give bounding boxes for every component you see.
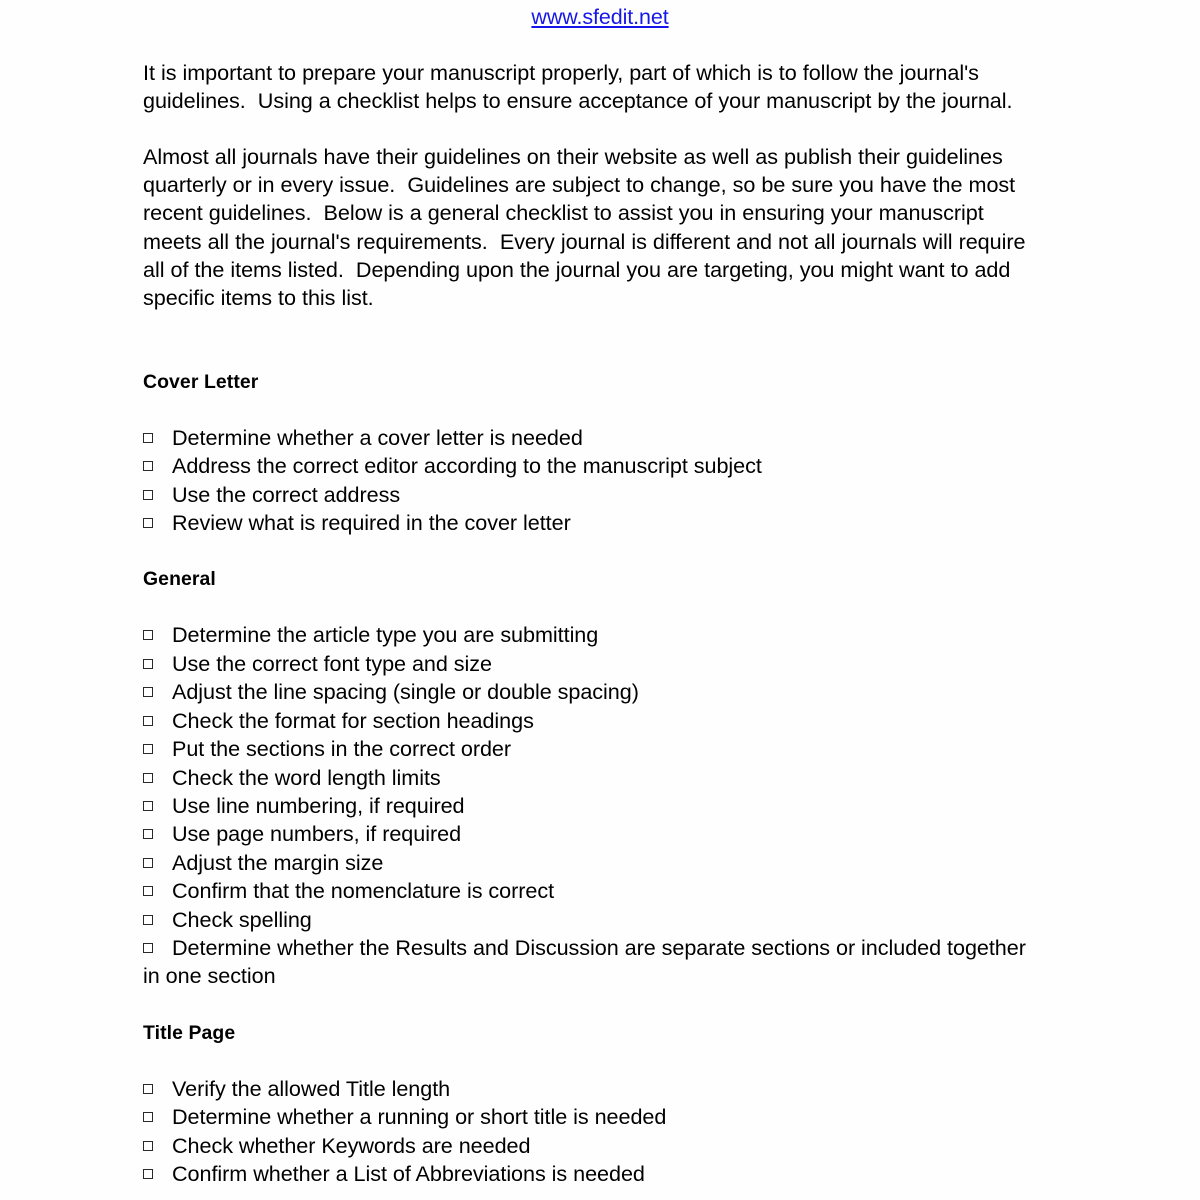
website-link[interactable]: www.sfedit.net — [531, 5, 669, 29]
checklist-item-label: Check the format for section headings — [172, 707, 534, 733]
checkbox-icon[interactable] — [143, 687, 153, 697]
checklist-item[interactable] — [143, 792, 1041, 820]
checklist-item-label: Use page numbers, if required — [172, 821, 462, 847]
checklist-item[interactable] — [143, 877, 1041, 905]
checklist-item[interactable] — [143, 1075, 1041, 1103]
checklist-item-label: Adjust the margin size — [172, 849, 384, 875]
checkbox-icon[interactable] — [143, 461, 153, 471]
checkbox-icon[interactable] — [143, 1112, 153, 1122]
checklist-item[interactable] — [143, 481, 1041, 509]
checklist-item-label: Review what is required in the cover letter — [172, 510, 571, 536]
checklist-item[interactable] — [143, 1103, 1041, 1131]
checklist-item[interactable] — [143, 764, 1041, 792]
checkbox-icon[interactable] — [143, 716, 153, 726]
checklist-item-label: Put the sections in the correct order — [172, 736, 512, 762]
checkbox-icon[interactable] — [143, 886, 153, 896]
checkbox-icon[interactable] — [143, 433, 153, 443]
checklist-item-label: Confirm that the nomenclature is correct — [172, 878, 555, 904]
checkbox-icon[interactable] — [143, 630, 153, 640]
checklist-item-label: Use the correct font type and size — [172, 650, 492, 676]
checklist-item-label: Use the correct address — [172, 481, 401, 507]
checklist-item-label: Confirm whether a List of Abbreviations is needed — [172, 1160, 645, 1186]
intro-paragraph-1: It is important to prepare your manuscript properly, part of which is to follow the journal's guidelines. Using a checklist helps to ensure acceptance of your manuscript by the journal. — [143, 60, 1013, 114]
checklist-item-label: Determine whether a running or short title is needed — [172, 1104, 667, 1130]
checklist-item-label: Determine whether a cover letter is needed — [172, 424, 583, 450]
checkbox-icon[interactable] — [143, 744, 153, 754]
checklist-item-label: Address the correct editor according to the manuscript subject — [172, 453, 762, 479]
section-cover-letter — [143, 368, 1041, 538]
checklist-item[interactable] — [143, 452, 1041, 480]
checklist-item-label: Determine the article type you are submitting — [172, 622, 599, 648]
checkbox-icon[interactable] — [143, 659, 153, 669]
section-heading: Cover Letter — [143, 370, 259, 393]
checklist-item[interactable] — [143, 906, 1041, 934]
checklist-item[interactable] — [143, 820, 1041, 848]
checklist-item[interactable] — [143, 1132, 1041, 1160]
checklist-item[interactable] — [143, 509, 1041, 537]
checklist-item[interactable] — [143, 934, 1041, 991]
checklist-item[interactable] — [143, 650, 1041, 678]
page-header — [0, 0, 1200, 29]
checklist-item[interactable] — [143, 424, 1041, 452]
checklist-item-label: Determine whether the Results and Discussion are separate sections or included together in one section — [143, 934, 1026, 989]
checklist — [143, 621, 1041, 990]
checklist-item[interactable] — [143, 1160, 1041, 1188]
checklist-item-label: Verify the allowed Title length — [172, 1075, 451, 1101]
checklist-item-label: Use line numbering, if required — [172, 792, 465, 818]
checkbox-icon[interactable] — [143, 858, 153, 868]
section-heading: Title Page — [143, 1021, 236, 1044]
checkbox-icon[interactable] — [143, 1141, 153, 1151]
checklist-item[interactable] — [143, 678, 1041, 706]
checklist-item[interactable] — [143, 621, 1041, 649]
checklist-item-label: Check whether Keywords are needed — [172, 1132, 531, 1158]
checkbox-icon[interactable] — [143, 1084, 153, 1094]
checklist-item[interactable] — [143, 849, 1041, 877]
section-title-page — [143, 1019, 1041, 1189]
checklist-item-label: Check the word length limits — [172, 764, 441, 790]
intro-paragraph-2: Almost all journals have their guidelines on their website as well as publish their guidelines quarterly or in every issue. Guidelines are subject to change, so be sure you have the most recent guidelines. Below is a general checklist to assist you in ensuring your manuscript meets all the journal's requirements. Every journal is different and not all journals will require all of the items listed. Depending upon the journal you are targeting, you might want to add specific items to this list. — [143, 144, 1032, 310]
checklist-item-label: Adjust the line spacing (single or double spacing) — [172, 679, 639, 705]
section-general — [143, 565, 1041, 990]
checkbox-icon[interactable] — [143, 943, 153, 953]
checklist — [143, 1075, 1041, 1189]
checklist — [143, 424, 1041, 538]
checklist-item[interactable] — [143, 735, 1041, 763]
checkbox-icon[interactable] — [143, 490, 153, 500]
checkbox-icon[interactable] — [143, 773, 153, 783]
checklist-item[interactable] — [143, 707, 1041, 735]
section-heading: General — [143, 568, 216, 591]
checklist-item-label: Check spelling — [172, 906, 312, 932]
checkbox-icon[interactable] — [143, 801, 153, 811]
checklist-sections — [143, 368, 1041, 1189]
checkbox-icon[interactable] — [143, 1169, 153, 1179]
document-body — [143, 59, 1041, 1188]
checkbox-icon[interactable] — [143, 829, 153, 839]
checkbox-icon[interactable] — [143, 518, 153, 528]
checkbox-icon[interactable] — [143, 915, 153, 925]
